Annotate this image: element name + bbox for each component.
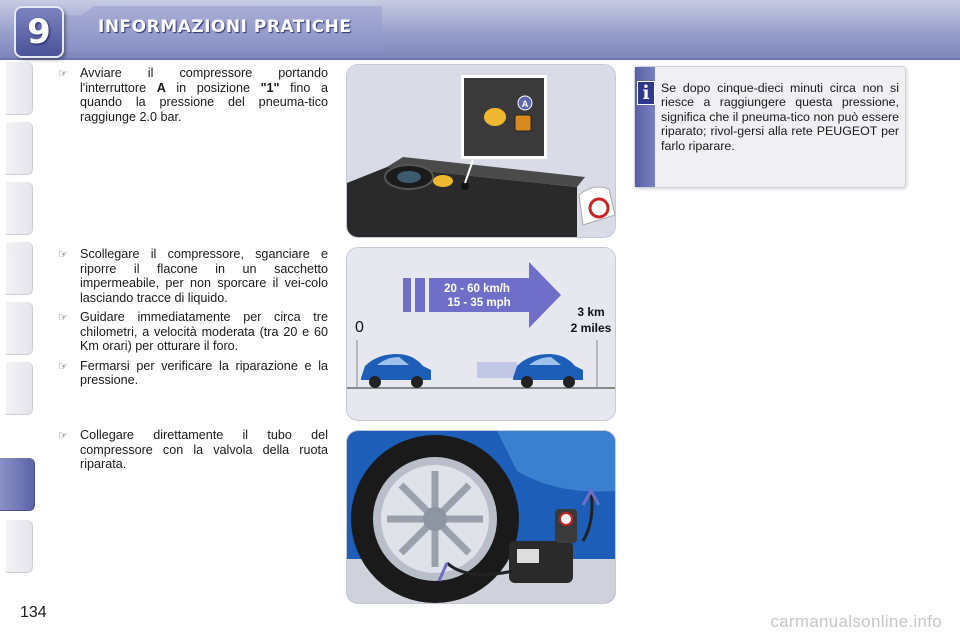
compressor-illustration <box>347 65 615 237</box>
chapter-tab[interactable] <box>6 182 33 235</box>
chapter-tab[interactable] <box>6 62 33 115</box>
pointing-hand-icon: ☞ <box>58 249 68 261</box>
pointing-hand-icon: ☞ <box>58 360 68 373</box>
page-number: 134 <box>20 604 47 621</box>
info-text: Se dopo cinque-dieci minuti circa non si riesce a raggiungere questa pressione, significa che il pneuma-tico non può essere riparato; rivol-gersi alla rete PEUGEOT per farlo riparare. <box>661 81 899 153</box>
instruction-text: Guidare immediatamente per circa tre chilometri, a velocità moderata (tra 20 e 60 Km orari) per otturare il foro. <box>80 310 328 353</box>
chapter-tab[interactable] <box>6 122 33 175</box>
switch-position: "1" <box>260 80 280 95</box>
instruction-text: Scollegare il compressore, sganciare e riporre il flacone in un sacchetto impermeabile, per non sporcare il vei-colo lasciando tracce di liquido. <box>80 247 328 305</box>
chapter-tab[interactable] <box>6 362 33 415</box>
instructions-connect <box>58 428 328 477</box>
wheel-illustration <box>347 431 615 603</box>
instruction-text: Fermarsi per verificare la riparazione e la pressione. <box>80 358 328 387</box>
pointing-hand-icon: ☞ <box>58 430 68 442</box>
chapter-tab[interactable] <box>6 302 33 355</box>
switch-label: A <box>156 80 166 95</box>
chapter-tab[interactable] <box>6 242 33 295</box>
drive-illustration <box>347 248 615 420</box>
speed-mph-label: 15 - 35 mph <box>447 297 511 309</box>
speed-kmh-label: 20 - 60 km/h <box>444 283 510 295</box>
pointing-hand-icon: ☞ <box>58 68 68 80</box>
figure-compressor-switch <box>346 64 616 238</box>
pointing-hand-icon: ☞ <box>58 312 68 324</box>
instructions-start-compressor <box>58 66 328 129</box>
switch-callout-label: A <box>521 99 529 109</box>
info-icon: i <box>637 81 655 105</box>
figure-connect-hose <box>346 430 616 604</box>
chapter-number: 9 <box>27 12 51 52</box>
instruction-item <box>58 66 328 124</box>
chapter-tab[interactable] <box>6 520 33 573</box>
instruction-item <box>58 428 328 472</box>
distance-miles-label: 2 miles <box>570 321 612 335</box>
instruction-item <box>58 310 328 354</box>
figure-drive-distance <box>346 247 616 421</box>
instruction-item <box>58 247 328 305</box>
start-distance-label: 0 <box>355 319 364 336</box>
instruction-item <box>58 359 328 388</box>
instruction-text: Avviare il compressore portando l'interruttore A in posizione "1" fino a quando la pressione del pneuma-tico raggiunge 2.0 bar. <box>80 66 328 124</box>
instruction-text: Collegare direttamente il tubo del compressore con la valvola della ruota riparata. <box>80 428 328 471</box>
section-title: INFORMAZIONI PRATICHE <box>98 17 352 37</box>
chapter-tab-active[interactable] <box>0 458 35 511</box>
page-header <box>0 0 960 60</box>
chapter-tabs <box>0 62 34 574</box>
chapter-badge <box>14 6 64 58</box>
watermark-text: carmanualsonline.info <box>770 612 942 631</box>
info-note <box>634 66 906 188</box>
instructions-drive <box>58 247 328 393</box>
distance-km-label: 3 km <box>577 305 605 319</box>
